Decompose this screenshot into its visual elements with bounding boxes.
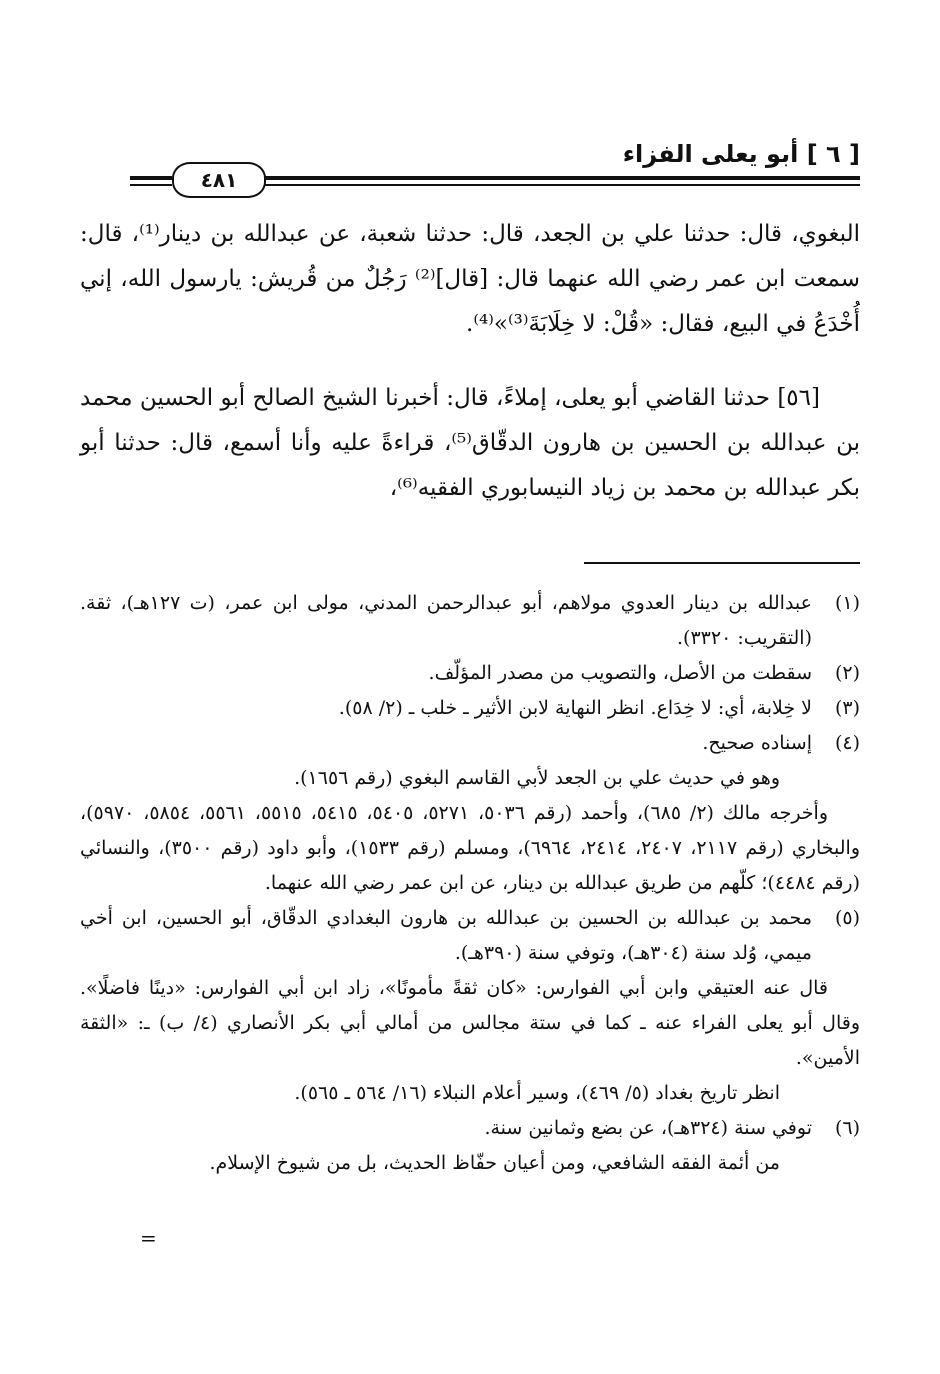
footnote-2 — [80, 656, 860, 691]
footnote-text: محمد بن عبدالله بن الحسين بن عبدالله بن هارون البغدادي الدقّاق، أبو الحسين، ابن أخي ميمي، وُلد سنة (٣٠٤هـ)، وتوفي سنة (٣٩٠هـ). — [80, 907, 812, 964]
main-text-paragraph-1 — [80, 212, 860, 347]
footnote-number: (٥) — [834, 907, 860, 929]
footnote-separator — [584, 562, 860, 564]
header-rule-right-thin — [262, 184, 860, 186]
page-number: ٤٨١ — [172, 162, 266, 198]
header-rule-right — [262, 176, 860, 180]
header-rule-left — [130, 176, 172, 180]
footnote-6-sub-1: من أئمة الفقه الشافعي، ومن أعيان حفّاظ الحديث، بل من شيوخ الإسلام. — [209, 1152, 780, 1174]
footnote-text: توفي سنة (٣٢٤هـ)، عن بضع وثمانين سنة. — [484, 1117, 812, 1139]
footnote-5-sub-2: انظر تاريخ بغداد (٥/ ٤٦٩)، وسير أعلام النبلاء (١٦/ ٥٦٤ ـ ٥٦٥). — [294, 1082, 780, 1104]
running-header-title: [ ٦ ] أبو يعلى الفزاء — [622, 140, 860, 168]
footnote-3 — [80, 691, 860, 726]
footnote-text: عبدالله بن دينار العدوي مولاهم، أبو عبدالرحمن المدني، مولى ابن عمر، (ت ١٢٧هـ)، ثقة. (التقريب: ٣٣٢٠). — [80, 592, 812, 649]
paragraph-hadith-text: البغوي، قال: حدثنا علي بن الجعد، قال: حدثنا شعبة، عن عبدالله بن دينار⁽¹⁾، قال: سمعت ابن عمر رضي الله عنهما قال: [قال]⁽²⁾ رَجُلٌ من قُريش: يارسول الله، إني أُخْدَعُ في البيع، فقال: «قُلْ: لا خِلَابَةَ⁽³⁾»⁽⁴⁾. — [80, 221, 860, 337]
footnote-4 — [80, 726, 860, 761]
header-rule-left-thin — [130, 184, 172, 186]
footnote-number: (٤) — [834, 732, 860, 754]
footnote-text: سقطت من الأصل، والتصويب من مصدر المؤلّف. — [428, 662, 812, 684]
footnote-1 — [80, 586, 860, 656]
footnote-text: لا خِلابة، أي: لا خِدَاع. انظر النهاية لابن الأثير ـ خلب ـ (٢/ ٥٨). — [338, 697, 812, 719]
footnote-number: (٣) — [834, 697, 860, 719]
footnote-number: (١) — [834, 592, 860, 614]
footnote-4-sub-1: وهو في حديث علي بن الجعد لأبي القاسم البغوي (رقم ١٦٥٦). — [294, 767, 780, 789]
main-text-paragraph-2 — [80, 376, 860, 511]
footnote-number: (٦) — [834, 1117, 860, 1139]
paragraph-isnad: [٥٦] حدثنا القاضي أبو يعلى، إملاءً، قال: أخبرنا الشيخ الصالح أبو الحسين محمد بن عبدالله بن الحسين بن هارون الدقّاق⁽⁵⁾، قراءةً عليه وأنا أسمع، قال: حدثنا أبو بكر عبدالله بن محمد بن زياد النيسابوري الفقيه⁽⁶⁾، — [80, 385, 860, 501]
footnote-4-sub-2: وأخرجه مالك (٢/ ٦٨٥)، وأحمد (رقم ٥٠٣٦، ٥٢٧١، ٥٤٠٥، ٥٤١٥، ٥٥١٥، ٥٥٦١، ٥٨٥٤، ٥٩٧٠)، والبخاري (رقم ٢١١٧، ٢٤٠٧، ٢٤١٤، ٦٩٦٤)، ومسلم (رقم ١٥٣٣)، وأبو داود (رقم ٣٥٠٠)، والنسائي (رقم ٤٤٨٤)؛ كلّهم من طريق عبدالله بن دينار، عن ابن عمر رضي الله عنهما. — [80, 802, 861, 894]
footnote-6 — [80, 1111, 860, 1146]
footnotes-section — [80, 586, 860, 1181]
footnote-number: (٢) — [834, 662, 860, 684]
continuation-marker: = — [140, 1226, 157, 1250]
footnote-text: إسناده صحيح. — [702, 732, 812, 754]
footnote-5-sub-1: قال عنه العتيقي وابن أبي الفوارس: «كان ثقةً مأمونًا»، زاد ابن أبي الفوارس: «دينًا فاضلًا». وقال أبو يعلى الفراء عنه ـ كما في ستة مجالس من أمالي أبي بكر الأنصاري (٤/ ب) ـ: «الثقة الأمين». — [80, 977, 861, 1069]
footnote-5 — [80, 901, 860, 971]
